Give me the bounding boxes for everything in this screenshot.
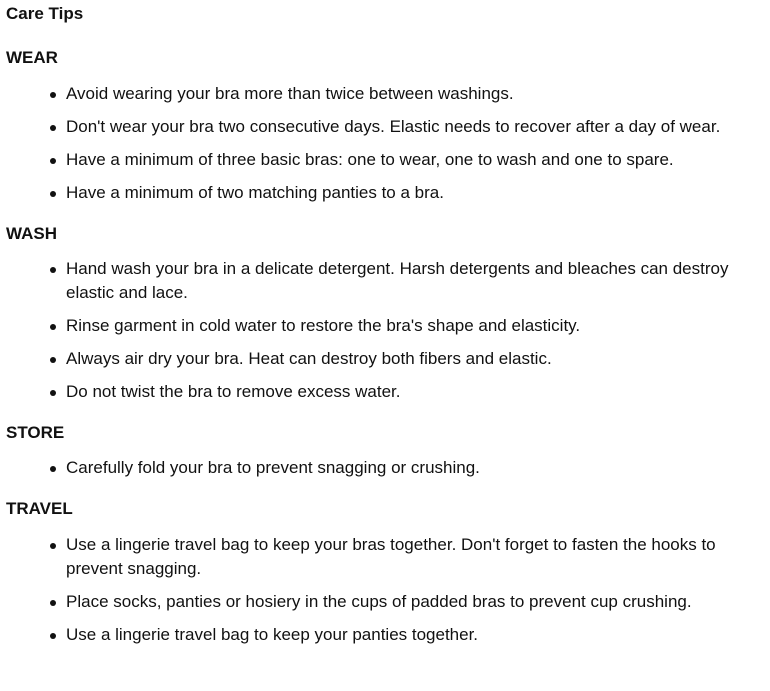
tip-text: Place socks, panties or hosiery in the cups of padded bras to prevent cup crushing.: [66, 592, 692, 611]
tip-text: Use a lingerie travel bag to keep your panties together.: [66, 625, 479, 644]
bullet-icon: [50, 125, 56, 131]
tip-text: Have a minimum of two matching panties to a bra.: [66, 183, 444, 202]
wear-tips-list: [6, 82, 768, 205]
care-tips-page: [6, 4, 768, 647]
tip-text: Rinse garment in cold water to restore the bra's shape and elasticity.: [66, 316, 581, 335]
list-item: [6, 82, 768, 106]
list-item: [6, 181, 768, 205]
bullet-icon: [50, 92, 56, 98]
list-item: [6, 257, 768, 305]
list-item: [6, 347, 768, 371]
tip-text: Hand wash your bra in a delicate detergent. Harsh detergents and bleaches can destroy elastic and lace.: [66, 259, 729, 302]
tip-text: Use a lingerie travel bag to keep your bras together. Don't forget to fasten the hooks to prevent snagging.: [66, 535, 716, 578]
bullet-icon: [50, 267, 56, 273]
tip-text: Always air dry your bra. Heat can destroy both fibers and elastic.: [66, 349, 552, 368]
bullet-icon: [50, 633, 56, 639]
bullet-icon: [50, 357, 56, 363]
bullet-icon: [50, 191, 56, 197]
tip-text: Avoid wearing your bra more than twice between washings.: [66, 84, 514, 103]
tip-text: Don't wear your bra two consecutive days. Elastic needs to recover after a day of wear.: [66, 117, 721, 136]
bullet-icon: [50, 390, 56, 396]
section-heading-wear: WEAR: [6, 48, 58, 67]
section-heading-travel: TRAVEL: [6, 499, 73, 518]
store-tips-list: [6, 456, 768, 480]
list-item: [6, 314, 768, 338]
list-item: [6, 115, 768, 139]
list-item: [6, 380, 768, 404]
bullet-icon: [50, 158, 56, 164]
page-title: Care Tips: [6, 4, 84, 23]
bullet-icon: [50, 324, 56, 330]
section-heading-store: STORE: [6, 423, 65, 442]
travel-tips-list: [6, 533, 768, 647]
list-item: [6, 456, 768, 480]
section-heading-wash: WASH: [6, 224, 57, 243]
bullet-icon: [50, 600, 56, 606]
list-item: [6, 533, 768, 581]
bullet-icon: [50, 466, 56, 472]
tip-text: Do not twist the bra to remove excess water.: [66, 382, 401, 401]
list-item: [6, 590, 768, 614]
bullet-icon: [50, 543, 56, 549]
list-item: [6, 623, 768, 647]
list-item: [6, 148, 768, 172]
tip-text: Carefully fold your bra to prevent snagging or crushing.: [66, 458, 480, 477]
tip-text: Have a minimum of three basic bras: one to wear, one to wash and one to spare.: [66, 150, 674, 169]
wash-tips-list: [6, 257, 768, 404]
